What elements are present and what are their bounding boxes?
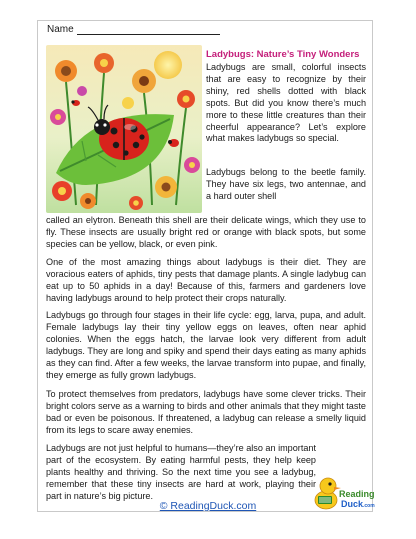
lifecycle-paragraph: Ladybugs go through four stages in their life cycle: egg, larva, pupa, and adult. Female ladybugs lay their tiny yellow eggs on leaves, often near aphid colonies. When the eggs hatch, the larvae look very different from adult ladybugs. They are long and spiky and spend their days eating as many aphids as they can find. After a few weeks, the larvae transform into pupae, and finally, they emerge as fully grown ladybugs. [46,310,366,380]
readingduck-logo [312,470,376,514]
article-title: Ladybugs: Nature’s Tiny Wonders [206,49,360,60]
beetle-paragraph-part1: Ladybugs belong to the beetle family. They have six legs, two antennae, and a hard outer shell [206,167,366,201]
name-row [47,24,367,35]
readingduck-link[interactable]: © ReadingDuck.com [159,500,257,512]
intro-paragraph: Ladybugs are small, colorful insects that are easy to recognize by their shiny, red shells dotted with black spots. But did you know there’s much more to these little creatures than their cheerful appearance? Let’s explore what makes ladybugs so special. [206,62,366,144]
diet-paragraph: One of the most amazing things about ladybugs is their diet. They are voracious eaters of aphids, tiny pests that damage plants. A single ladybug can eat up to 50 aphids in a day! Because of this, farmers and gardeners love having ladybugs around to help protect their crops naturally. [46,257,366,303]
name-label: Name [47,24,74,35]
svg-text:Duck: Duck [341,499,364,509]
name-blank-line[interactable] [77,25,220,35]
beetle-paragraph-part2: called an elytron. Beneath this shell are their delicate wings, which they use to fly. These insects are usually bright red or orange with black spots, but some species can be yellow, black, or even pink. [46,215,366,249]
svg-text:Reading: Reading [339,489,375,499]
svg-text:.com: .com [363,503,375,509]
defense-paragraph: To protect themselves from predators, ladybugs have some clever tricks. Their bright colors serve as a warning to birds and other animals that they might taste bad or even be poisonous. If threatened, a ladybug can release a smelly liquid from its legs to scare away enemies. [46,389,366,435]
ladybug-illustration [46,45,202,213]
ecosystem-paragraph: Ladybugs are not just helpful to humans—they’re also an important part of the ecosystem. By eating harmful pests, they help keep plants healthy and thriving. So the next time you see a ladybug, remember that these tiny insects are hard at work, playing their part in nature’s big picture. [46,443,316,501]
